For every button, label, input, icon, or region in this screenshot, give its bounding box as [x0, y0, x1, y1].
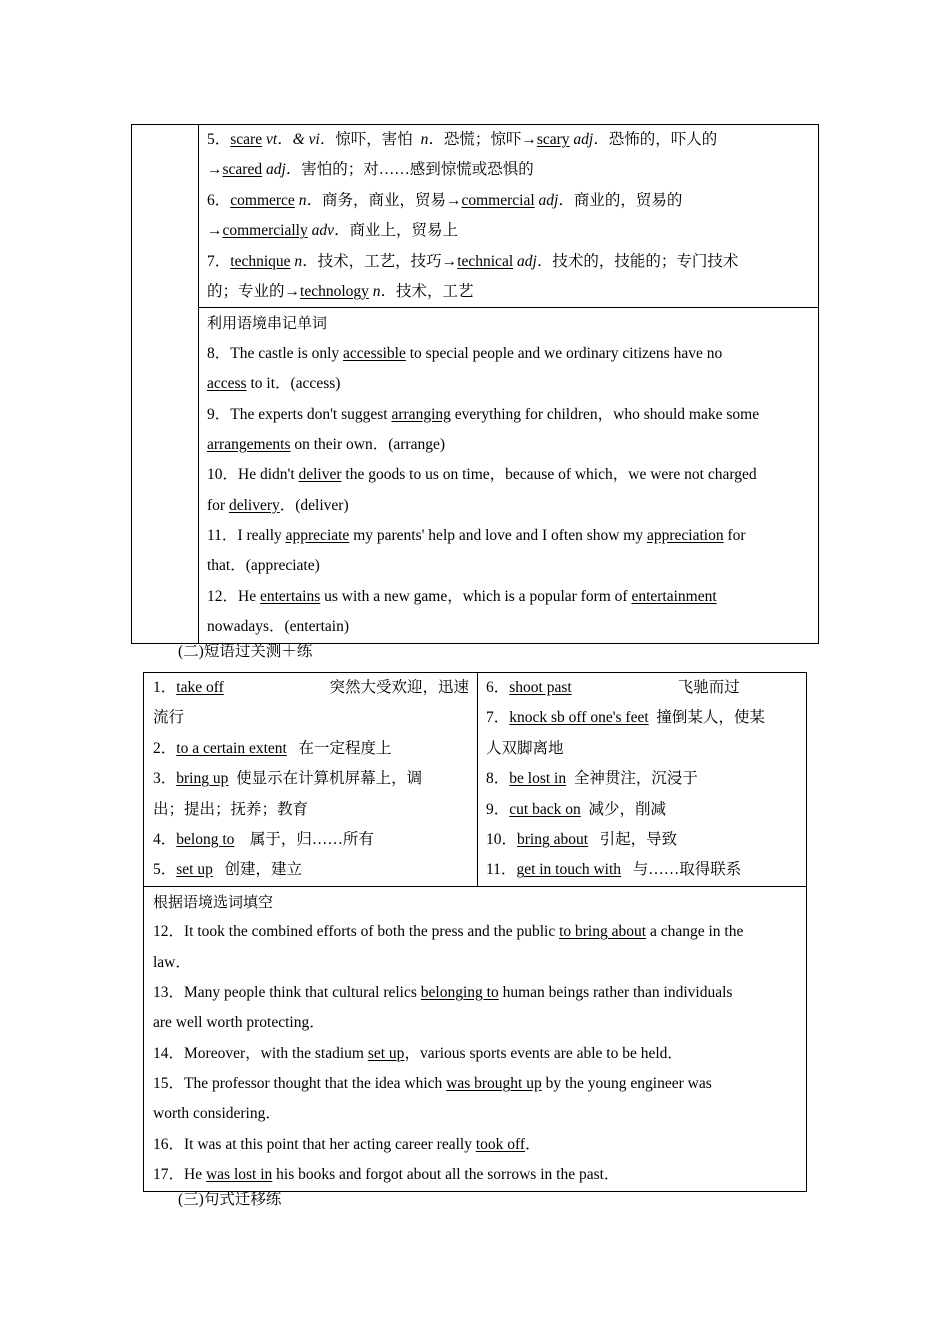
vocab-line: 7．technique n．技术，工艺，技巧→technical adj．技术的，技能的；专门技术 — [207, 252, 739, 270]
phrase-line: 7．knock sb off one's feet 撞倒某人，使某 — [486, 709, 765, 727]
vocab-line: 5．scare vt．& vi．惊吓，害怕 n．恐慌；惊吓→scary adj．恐怖的，吓人的 — [207, 131, 718, 148]
section-3-title: (三)句式迁移练 — [178, 1191, 282, 1208]
sentence-line: for delivery．(deliver) — [207, 496, 349, 514]
fill-heading: 根据语境选词填空 — [153, 892, 274, 911]
word-family-cell — [199, 125, 819, 308]
vocabulary-table — [131, 124, 819, 644]
phrase-line: 1．take off 突然大受欢迎，迅速 — [153, 679, 469, 696]
sentence-line: arrangements on their own．(arrange) — [207, 435, 446, 453]
sentence-line: 13．Many people think that cultural relics belonging to human beings rather than individuals — [153, 983, 733, 1001]
phrase-line: 11．get in touch with 与……取得联系 — [486, 861, 742, 879]
sentence-line: worth considering． — [153, 1105, 281, 1123]
fill-in-cell — [144, 886, 807, 1191]
phrases-left-cell — [144, 673, 478, 887]
sentence-line: law． — [153, 953, 191, 971]
sentence-line: 15．The professor thought that the idea which was brought up by the young engineer was — [153, 1075, 712, 1093]
phrase-line: 8．be lost in 全神贯注，沉浸于 — [486, 770, 698, 788]
context-heading: 利用语境串记单词 — [207, 314, 328, 333]
phrase-line: 9．cut back on 减少，削减 — [486, 800, 666, 818]
sentence-line: access to it．(access) — [207, 375, 341, 393]
phrases-table — [143, 672, 807, 1192]
sentence-line: are well worth protecting． — [153, 1014, 325, 1032]
vocab-line: →scared adj．害怕的；对……感到惊慌或恐惧的 — [207, 161, 534, 179]
section-2-title: (二)短语过关测＋练 — [178, 643, 313, 660]
phrase-line: 3．bring up 使显示在计算机屏幕上，调 — [153, 770, 423, 788]
sentence-line: 11．I really appreciate my parents' help and love and I often show my appreciation for — [207, 527, 746, 545]
phrases-right-cell — [478, 673, 807, 887]
sentence-line: 9．The experts don't suggest arranging everything for children，who should make some — [207, 405, 760, 423]
sentence-line: that．(appreciate) — [207, 557, 320, 575]
sentence-line: 10．He didn't deliver the goods to us on time，because of which，we were not charged — [207, 466, 757, 484]
phrase-line: 4．belong to 属于，归……所有 — [153, 830, 374, 848]
phrase-line: 6．shoot past 飞驰而过 — [486, 679, 740, 696]
sentence-line: nowadays．(entertain) — [207, 618, 350, 636]
vocab-line: 6．commerce n．商务，商业，贸易→commercial adj．商业的，贸易的 — [207, 191, 683, 209]
empty-label-cell — [132, 125, 199, 644]
phrase-line: 2．to a certain extent 在一定程度上 — [153, 739, 392, 757]
sentence-line: 14．Moreover，with the stadium set up，various sports events are able to be held． — [153, 1044, 683, 1062]
phrase-line: 流行 — [153, 709, 185, 727]
phrase-line: 10．bring about 引起，导致 — [486, 830, 678, 848]
phrase-line: 出；提出；抚养；教育 — [153, 800, 309, 818]
sentence-line: 12．It took the combined efforts of both the press and the public to bring about a change in the — [153, 923, 744, 941]
sentence-line: 17．He was lost in his books and forgot about all the sorrows in the past． — [153, 1166, 620, 1184]
vocab-line: 的；专业的→technology n．技术，工艺 — [207, 282, 474, 300]
sentence-line: 12．He entertains us with a new game，which is a popular form of entertainment — [207, 587, 717, 605]
vocab-line: →commercially adv．商业上，贸易上 — [207, 222, 458, 240]
context-cell — [199, 308, 819, 643]
sentence-line: 16．It was at this point that her acting career really took off． — [153, 1135, 541, 1153]
phrase-line: 人双脚离地 — [486, 739, 564, 757]
sentence-line: 8．The castle is only accessible to special people and we ordinary citizens have no — [207, 344, 723, 362]
phrase-line: 5．set up 创建，建立 — [153, 861, 302, 879]
